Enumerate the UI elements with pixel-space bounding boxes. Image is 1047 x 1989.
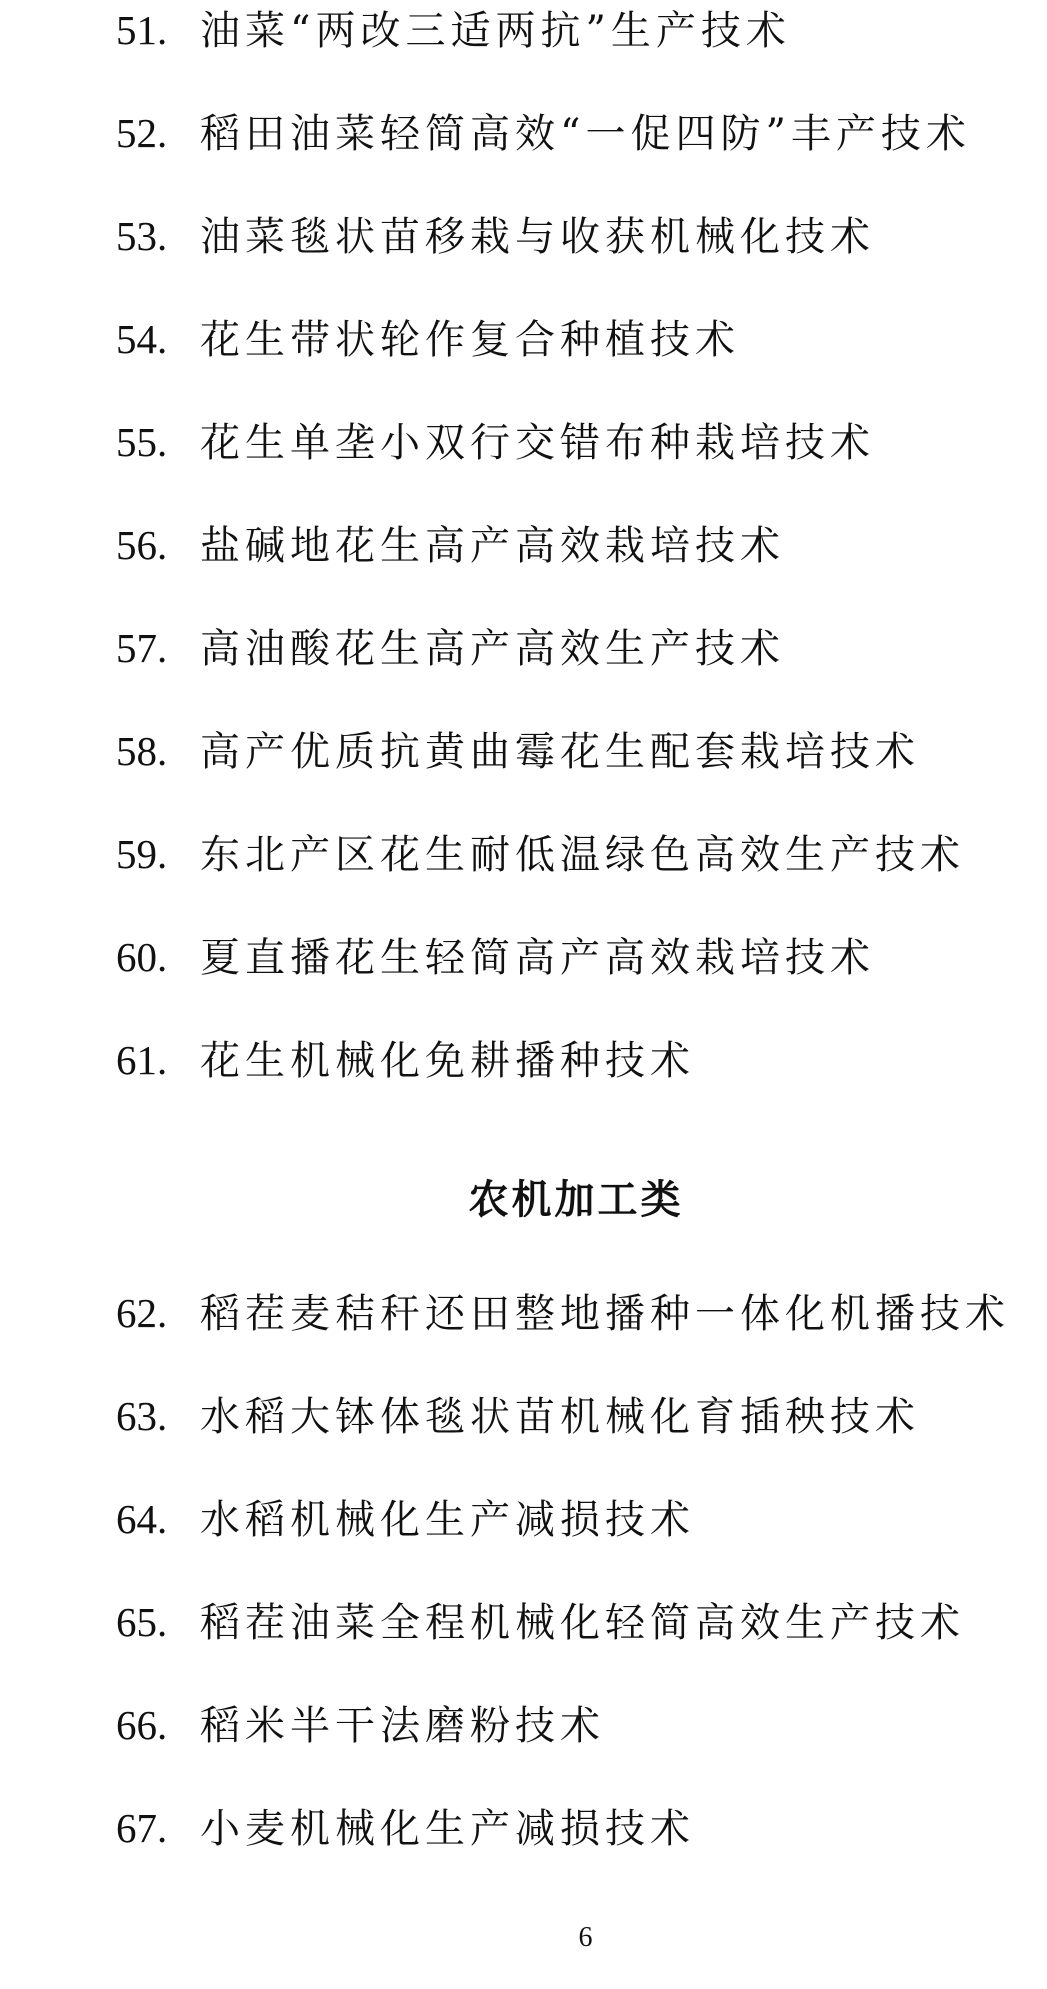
section-heading: 农机加工类 — [468, 1177, 684, 1223]
item-number: 66. — [116, 1702, 168, 1748]
page-number: 6 — [578, 1922, 593, 1953]
item-number: 52. — [116, 110, 168, 156]
item-number: 53. — [116, 213, 168, 259]
list-item — [116, 1489, 695, 1549]
item-text: 稻田油菜轻简高效“一促四防”丰产技术 — [200, 111, 971, 157]
item-number: 61. — [116, 1037, 168, 1083]
item-text: 油菜“两改三适两抗”生产技术 — [200, 8, 791, 54]
list-item — [116, 412, 875, 472]
item-number: 55. — [116, 419, 168, 465]
list-item — [116, 618, 785, 678]
list-item — [116, 1030, 695, 1090]
item-text: 东北产区花生耐低温绿色高效生产技术 — [200, 832, 965, 878]
item-text: 盐碱地花生高产高效栽培技术 — [200, 523, 785, 569]
list-item — [116, 1695, 605, 1755]
list-item — [116, 103, 971, 163]
item-number: 64. — [116, 1496, 168, 1542]
item-text: 稻茬油菜全程机械化轻简高效生产技术 — [200, 1600, 965, 1646]
list-item — [116, 824, 965, 884]
list-item — [116, 309, 740, 369]
item-text: 稻茬麦秸秆还田整地播种一体化机播技术 — [200, 1291, 1010, 1337]
item-number: 56. — [116, 522, 168, 568]
item-number: 62. — [116, 1290, 168, 1336]
list-item — [116, 1283, 1010, 1343]
item-text: 花生带状轮作复合种植技术 — [200, 317, 740, 363]
item-text: 夏直播花生轻简高产高效栽培技术 — [200, 935, 875, 981]
item-text: 水稻大钵体毯状苗机械化育插秧技术 — [200, 1394, 920, 1440]
list-item — [116, 1386, 920, 1446]
list-item — [116, 721, 920, 781]
list-item — [116, 206, 875, 266]
item-text: 高油酸花生高产高效生产技术 — [200, 626, 785, 672]
item-number: 65. — [116, 1599, 168, 1645]
list-item — [116, 1592, 965, 1652]
item-text: 高产优质抗黄曲霉花生配套栽培技术 — [200, 729, 920, 775]
item-number: 67. — [116, 1805, 168, 1851]
item-number: 51. — [116, 7, 168, 53]
list-item — [116, 515, 785, 575]
list-item — [116, 0, 791, 60]
item-text: 花生单垄小双行交错布种栽培技术 — [200, 420, 875, 466]
item-number: 58. — [116, 728, 168, 774]
item-number: 54. — [116, 316, 168, 362]
item-number: 60. — [116, 934, 168, 980]
item-text: 稻米半干法磨粉技术 — [200, 1703, 605, 1749]
item-text: 油菜毯状苗移栽与收获机械化技术 — [200, 214, 875, 260]
item-number: 57. — [116, 625, 168, 671]
item-number: 63. — [116, 1393, 168, 1439]
list-item — [116, 1798, 695, 1858]
item-text: 小麦机械化生产减损技术 — [200, 1806, 695, 1852]
item-number: 59. — [116, 831, 168, 877]
list-item — [116, 927, 875, 987]
item-text: 水稻机械化生产减损技术 — [200, 1497, 695, 1543]
item-text: 花生机械化免耕播种技术 — [200, 1038, 695, 1084]
